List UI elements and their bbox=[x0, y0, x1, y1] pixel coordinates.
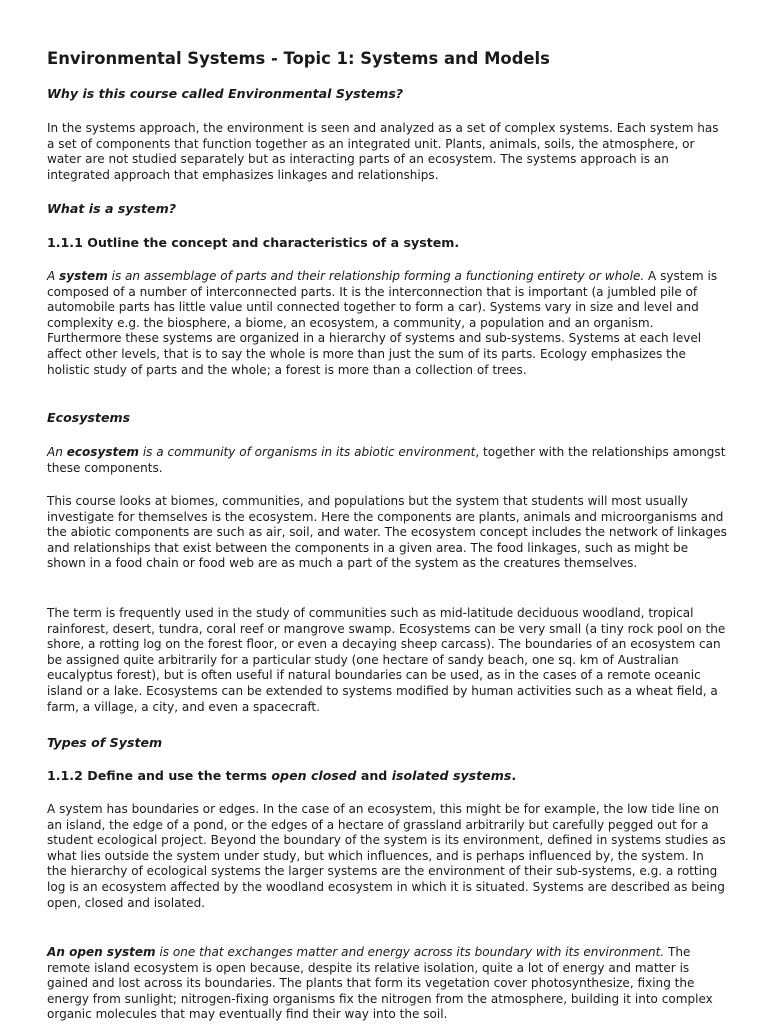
term-paragraph: The term is frequently used in the study of communities such as mid-latitude deciduous woodland, tropical rainforest, desert, tundra, coral reef or mangrove swamp. Ecosystems can be very small (a tiny rock pool on the shore, a rotting log on the forest floor, or even a decaying sheep carcass). The boundaries of an ecosystem can be assigned quite arbitrarily for a particular study (one hectare of sandy beach, one sq. km of Australian eucalyptus forest), but is often useful if natural boundaries can be used, as in the cases of a remote oceanic island or a lake. Ecosystems can be extended to systems modified by human activities such as a wheat field, a farm, a village, a city, and even a spacecraft. bbox=[47, 606, 726, 714]
open-system-paragraph bbox=[47, 945, 727, 1023]
system-def-pre: A bbox=[47, 269, 60, 283]
ecosystem-term: ecosystem bbox=[66, 445, 139, 459]
heading-1-1-2 bbox=[47, 768, 516, 784]
h112-e: . bbox=[511, 768, 517, 783]
ecosystem-definition-paragraph bbox=[47, 445, 727, 476]
system-def-rest: A system is composed of a number of interconnected parts. It is the interconnection that is important (a jumbled pile of automobile parts has little value until connected together to form a car). Systems vary in size and level and complexity e.g. the biosphere, a biome, an ecosystem, a community, a population and an organism. Furthermore these systems are organized in a hierarchy of systems and sub-systems. Systems at each level affect other levels, that is to say the whole is more than just the sum of its parts. Ecology emphasizes the holistic study of parts and the whole; a forest is more than a collection of trees. bbox=[47, 269, 718, 377]
intro-paragraph: In the systems approach, the environment is seen and analyzed as a set of complex systems. Each system has a set of components that function together as an integrated unit. Plants, animals, soils, the atmosphere, or water are not studied separately but as interacting parts of an ecosystem. The systems approach is an integrated approach that emphasizes linkages and relationships. bbox=[47, 121, 719, 182]
question-types-of-system: Types of System bbox=[47, 735, 163, 750]
h112-c: and bbox=[356, 768, 392, 783]
system-definition-paragraph bbox=[47, 269, 727, 378]
eco-def-rest: , together with the relationships amongst these components. bbox=[47, 445, 726, 475]
question-ecosystems: Ecosystems bbox=[47, 410, 131, 425]
system-def: is an assemblage of parts and their relationship forming a functioning entirety or whole. bbox=[107, 269, 645, 283]
course-paragraph: This course looks at biomes, communities, and populations but the system that students will most usually investigate for themselves is the ecosystem. Here the components are plants, animals and microorganisms and the abiotic components are such as air, soil, and water. The ecosystem concept includes the network of linkages and relationships that exist between the components in a given area. The food linkages, such as might be shown in a food chain or food web are as much a part of the system as the creatures themselves. bbox=[47, 494, 727, 571]
h112-b: open closed bbox=[271, 768, 357, 783]
eco-def: is a community of organisms in its abiotic environment bbox=[138, 445, 476, 459]
document-page bbox=[47, 46, 727, 1022]
question-what-is-system: What is a system? bbox=[47, 201, 177, 216]
open-system-rest: The remote island ecosystem is open because, despite its relative isolation, quite a lot of energy and matter is gained and lost across its boundaries. The plants that form its vegetation cover photosynthesize, fixing the energy from sunlight; nitrogen-fixing organisms fix the nitrogen from the atmosphere, building it into complex organic molecules that may eventually find their way into the soil. bbox=[47, 945, 713, 1022]
heading-1-1-1: 1.1.1 Outline the concept and characteristics of a system. bbox=[47, 235, 460, 250]
open-system-def: is one that exchanges matter and energy across its boundary with its environment. bbox=[155, 945, 665, 959]
open-system-term: An open system bbox=[47, 945, 156, 959]
eco-def-pre: An bbox=[47, 445, 67, 459]
boundaries-paragraph: A system has boundaries or edges. In the case of an ecosystem, this might be for example, the low tide line on an island, the edge of a pond, or the edges of a hectare of grassland arbitrarily but carefully pegged out for a student ecological project. Beyond the boundary of the system is its environment, defined in systems studies as what lies outside the system under study, but which influences, and is perhaps influenced by, the system. In the hierarchy of ecological systems the larger systems are the environment of their sub-systems, e.g. a rotting log is an ecosystem affected by the woodland ecosystem in which it is situated. Systems are described as being open, closed and isolated. bbox=[47, 802, 726, 910]
system-term: system bbox=[59, 269, 108, 283]
question-why-environmental-systems: Why is this course called Environmental Systems? bbox=[47, 86, 404, 101]
h112-d: isolated systems bbox=[391, 768, 512, 783]
page-title: Environmental Systems - Topic 1: Systems and Models bbox=[47, 49, 550, 68]
h112-a: 1.1.2 Define and use the terms bbox=[47, 768, 272, 783]
